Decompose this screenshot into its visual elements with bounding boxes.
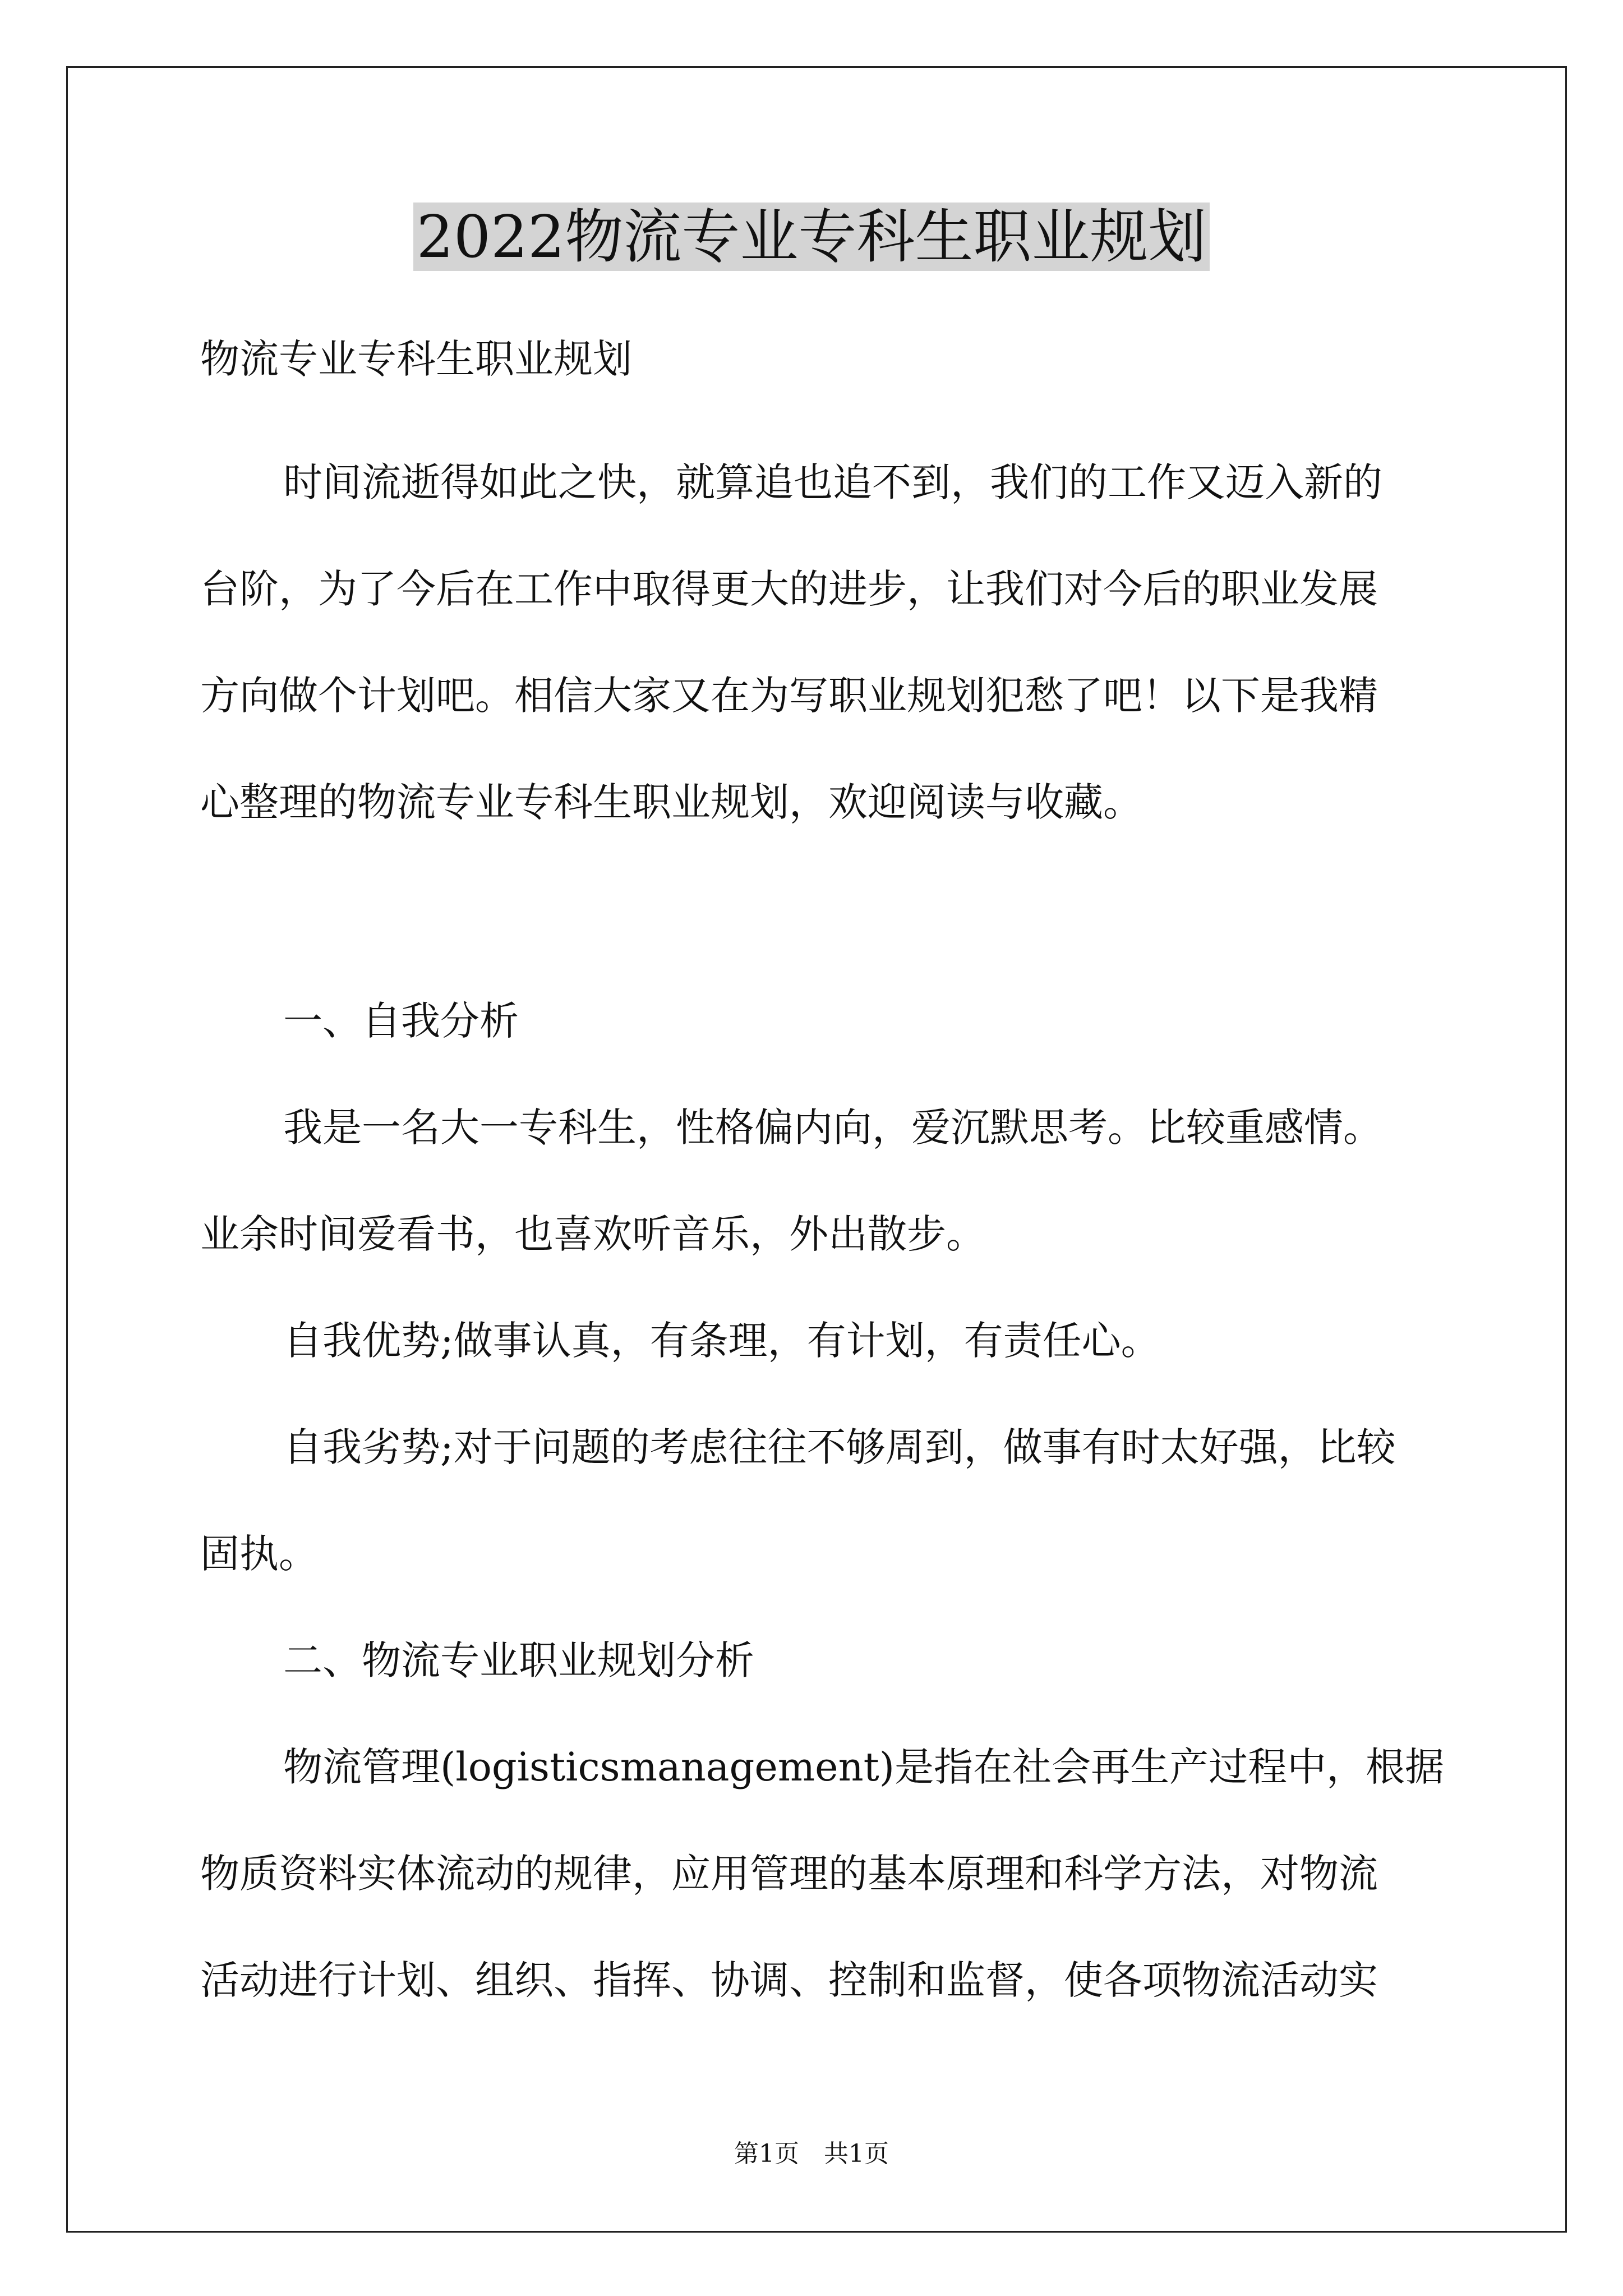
paragraph-line: 方向做个计划吧。相信大家又在为写职业规划犯愁了吧！以下是我精 [200, 673, 1378, 719]
paragraph-line: 自我劣势;对于问题的考虑往往不够周到，做事有时太好强，比较 [283, 1424, 1396, 1470]
section-heading: 一、自我分析 [283, 998, 519, 1044]
document-title [0, 197, 1623, 276]
paragraph-line: 时间流逝得如此之快，就算追也追不到，我们的工作又迈入新的 [283, 459, 1382, 505]
paragraph-line: 活动进行计划、组织、指挥、协调、控制和监督，使各项物流活动实 [200, 1957, 1378, 2003]
paragraph-line: 业余时间爱看书，也喜欢听音乐，外出散步。 [200, 1211, 985, 1257]
paragraph-line: 固执。 [200, 1531, 318, 1577]
paragraph-line: 物质资料实体流动的规律，应用管理的基本原理和科学方法，对物流 [200, 1851, 1378, 1897]
section-heading: 二、物流专业职业规划分析 [283, 1637, 754, 1683]
paragraph-line: 物流管理(logisticsmanagement)是指在社会再生产过程中，根据 [283, 1744, 1445, 1790]
paragraph-line: 自我优势;做事认真，有条理，有计划，有责任心。 [283, 1318, 1160, 1364]
paragraph-line: 台阶，为了今后在工作中取得更大的进步，让我们对今后的职业发展 [200, 566, 1378, 612]
paragraph-line: 我是一名大一专科生，性格偏内向，爱沉默思考。比较重感情。 [283, 1105, 1382, 1151]
document-subtitle: 物流专业专科生职业规划 [200, 336, 632, 382]
document-title-text: 2022物流专业专科生职业规划 [413, 203, 1210, 271]
page-footer [0, 2137, 1623, 2171]
page-number: 第1页 共1页 [734, 2139, 889, 2168]
paragraph-line: 心整理的物流专业专科生职业规划，欢迎阅读与收藏。 [200, 779, 1142, 825]
